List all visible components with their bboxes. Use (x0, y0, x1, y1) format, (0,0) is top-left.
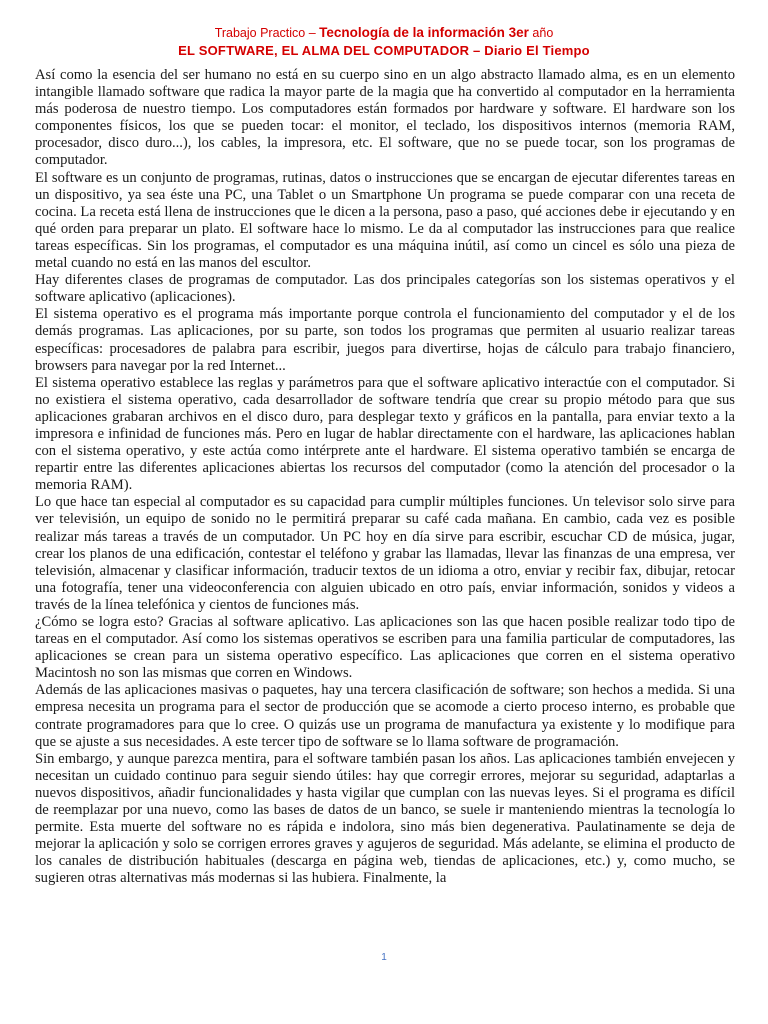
paragraph-4: El sistema operativo es el programa más importante porque controla el funcionamiento del computador y el de los demás programas. Las aplicaciones, por su parte, son todos los programas que permiten al usuario realizar tareas específicas: procesadores de palabra para escribir, juegos para divertirse, hojas de cálculo para trabajo financiero, browsers para navegar por la red Internet... (35, 306, 735, 374)
course-title (0, 24, 768, 42)
paragraph-6: Lo que hace tan especial al computador es su capacidad para cumplir múltiples funciones. Un televisor solo sirve para ver televisión, un equipo de sonido no le permitirá preparar su café cada mañana. En cambio, cada vez es posible realizar más tareas a través de un computador. Un PC hoy en día sirve para escribir, escuchar CD de música, jugar, crear los planos de una edificación, contestar el teléfono y grabar las llamadas, llevar las finanzas de una empresa, ver televisión, almacenar y clasificar información, traducir textos de un idioma a otro, enviar y recibir fax, dibujar, retocar una fotografía, tener una videoconferencia con alguien ubicado en otro país, enviar información, sonidos y videos a través de la línea telefónica y cientos de funciones más. (35, 494, 735, 613)
document-header (0, 24, 768, 59)
paragraph-1: Así como la esencia del ser humano no está en su cuerpo sino en un algo abstracto llamado alma, es en un elemento intangible llamado software que radica la mayor parte de la magia que ha convertido al computador en la herramienta más poderosa de nuestro tiempo. Los computadores están formados por hardware y software. El hardware son los componentes físicos, los que se pueden tocar: el monitor, el teclado, los dispositivos internos (memoria RAM, procesador, disco duro...), los cables, la impresora, etc. El software, que no se puede tocar, son los programas de computador. (35, 67, 735, 169)
paragraph-7: ¿Cómo se logra esto? Gracias al software aplicativo. Las aplicaciones son las que hacen posible realizar todo tipo de tareas en el computador. Así como los sistemas operativos se escriben para una familia particular de computadores, las aplicaciones se crean para un sistema operativo específico. Las aplicaciones que corren en el sistema operativo Macintosh no son las mismas que corren en Windows. (35, 614, 735, 682)
course-title-suffix: año (528, 26, 554, 40)
paragraph-8: Además de las aplicaciones masivas o paquetes, hay una tercera clasificación de software; son hechos a medida. Si una empresa necesita un programa para el sector de producción que se acomode a cierto proceso interno, es probable que contrate programadores para que lo cree. O quizás use un programa de manufactura ya existente y lo modifique para que se ajuste a sus necesidades. A este tercer tipo de software se lo llama software de programación. (35, 682, 735, 750)
paragraph-3: Hay diferentes clases de programas de computador. Las dos principales categorías son los sistemas operativos y el software aplicativo (aplicaciones). (35, 272, 735, 306)
course-title-prefix: Trabajo Practico – (214, 26, 320, 40)
page-number: 1 (381, 952, 387, 963)
paragraph-5: El sistema operativo establece las reglas y parámetros para que el software aplicativo interactúe con el computador. Si no existiera el sistema operativo, cada desarrollador de software tendría que crear su propio método para que sus aplicaciones grabaran archivos en el disco duro, para desplegar texto y gráficos en la pantalla, para enviar texto a la impresora e infinidad de funciones más. Pero en lugar de hablar directamente con el hardware, las aplicaciones hablan con el sistema operativo, y este actúa como intérprete ante el hardware. El sistema operativo también se encarga de repartir entre las diferentes aplicaciones abiertas los recursos del computador (como la atención del procesador o la memoria RAM). (35, 374, 735, 494)
article-body (35, 67, 735, 888)
paragraph-2: El software es un conjunto de programas, rutinas, datos o instrucciones que se encargan de ejecutar diferentes tareas en un dispositivo, ya sea éste una PC, una Tablet o un Smartphone Un programa se puede comparar con una receta de cocina. La receta está llena de instrucciones que le dicen a la persona, paso a paso, qué acciones debe ir ejecutando y en qué orden para preparar un plato. El software hace lo mismo. Le da al computador las instrucciones para que realice tareas específicas. Sin los programas, el computador es una máquina inútil, así como un cincel es sólo una pieza de metal cuando no está en las manos del escultor. (35, 169, 735, 272)
paragraph-9: Sin embargo, y aunque parezca mentira, para el software también pasan los años. Las aplicaciones también envejecen y necesitan un cuidado continuo para seguir siendo útiles: hay que corregir errores, mejorar su seguridad, adaptarlas a nuevos dispositivos, añadir funcionalidades y hasta vigilar que cumplan con las nuevas leyes. Si el programa es difícil de reemplazar por una nuevo, como las bases de datos de un banco, se suele ir manteniendo mientras la tecnología lo permite. Esta muerte del software no es rápida e indolora, sino más bien degenerativa. Paulatinamente se deja de mejorar la aplicación y solo se corrigen errores graves y agujeros de seguridad. Más adelante, se elimina el producto de los canales de distribución habituales (descarga en página web, tiendas de aplicaciones, etc.) y, como mucho, se sugieren otras alternativas más modernas si las hubiera. Finalmente, la (35, 750, 735, 887)
course-title-subject: Tecnología de la información 3er (319, 25, 529, 40)
article-title: EL SOFTWARE, EL ALMA DEL COMPUTADOR – Diario El Tiempo (178, 43, 590, 58)
